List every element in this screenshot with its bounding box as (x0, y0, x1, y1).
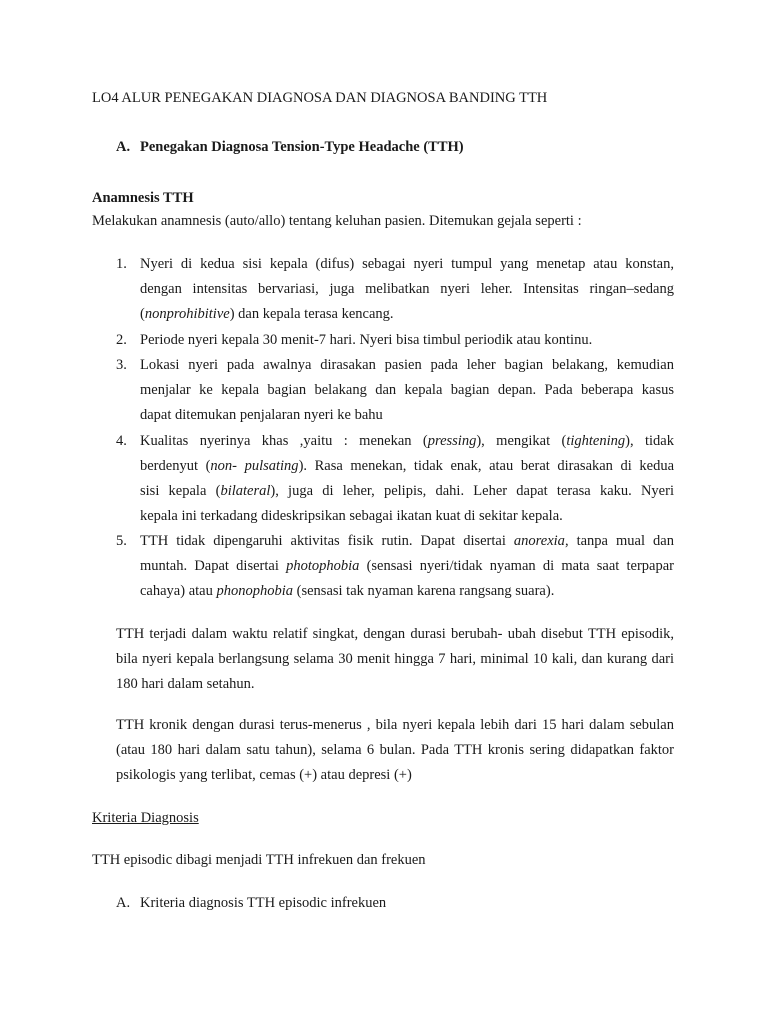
list-item-1-line-2: dengan intensitas bervariasi, juga melibatkan nyeri leher. Intensitas ringan–sedang (140, 281, 674, 297)
list-item-1-line-3: (nonprohibitive) dan kepala terasa kencang. (140, 306, 394, 322)
anamnesis-intro: Melakukan anamnesis (auto/allo) tentang keluhan pasien. Ditemukan gejala seperti : (92, 213, 582, 229)
list-number: 4. (116, 433, 127, 449)
sub-section-title: Kriteria diagnosis TTH episodic infrekuen (140, 895, 387, 911)
list-item-4-line-3: sisi kepala (bilateral), juga di leher, pelipis, dahi. Leher dapat terasa kaku. Nyeri (140, 483, 674, 499)
list-item-5-line-3: cahaya) atau phonophobia (sensasi tak nyaman karena rangsang suara). (140, 583, 555, 599)
list-item-4-line-1: Kualitas nyerinya khas ,yaitu : menekan (pressing), mengikat (tightening), tidak (140, 433, 674, 449)
list-number: 3. (116, 357, 127, 373)
anamnesis-heading: Anamnesis TTH (92, 190, 194, 206)
list-item-3-line-1: Lokasi nyeri pada awalnya dirasakan pasien pada leher bagian belakang, kemudian (140, 357, 674, 373)
section-a-title: Penegakan Diagnosa Tension-Type Headache (TTH) (140, 139, 464, 155)
criteria-intro: TTH episodic dibagi menjadi TTH infrekuen dan frekuen (92, 852, 426, 868)
list-item-3-line-3: dapat ditemukan penjalaran nyeri ke bahu (140, 407, 383, 423)
chronic-paragraph: TTH kronik dengan durasi terus-menerus , bila nyeri kepala lebih dari 15 hari dalam sebulan (atau 180 hari dalam satu tahun), selama 6 bulan. Pada TTH kronis sering didapatkan faktor psikologis yang terlibat, cemas (+) atau depresi (+) (116, 717, 674, 784)
list-item-1-line-1: Nyeri di kedua sisi kepala (difus) sebagai nyeri tumpul yang menetap atau konstan, (140, 256, 674, 272)
list-number: 1. (116, 256, 127, 272)
list-item-5-line-1: TTH tidak dipengaruhi aktivitas fisik rutin. Dapat disertai anorexia, tanpa mual dan (140, 533, 674, 549)
list-number: 2. (116, 332, 127, 348)
sub-section-letter: A. (116, 895, 131, 911)
list-item-4-line-2: berdenyut (non- pulsating). Rasa menekan, tidak enak, atau berat dirasakan di kedua (140, 458, 675, 474)
list-item-4-line-4: kepala ini terkadang dideskripsikan sebagai ikatan kuat di sekitar kepala. (140, 508, 563, 524)
list-number: 5. (116, 533, 127, 549)
list-item-2: Periode nyeri kepala 30 menit-7 hari. Nyeri bisa timbul periodik atau kontinu. (140, 332, 593, 348)
criteria-heading: Kriteria Diagnosis (92, 810, 199, 826)
episodic-paragraph: TTH terjadi dalam waktu relatif singkat, dengan durasi berubah- ubah disebut TTH episodik, bila nyeri kepala berlangsung selama 30 menit hingga 7 hari, minimal 10 kali, dan kurang dari 180 hari dalam setahun. (116, 626, 674, 693)
section-a-letter: A. (116, 139, 131, 155)
list-item-5-line-2: muntah. Dapat disertai photophobia (sensasi nyeri/tidak nyaman di mata saat terpapar (140, 558, 674, 574)
document-title: LO4 ALUR PENEGAKAN DIAGNOSA DAN DIAGNOSA BANDING TTH (92, 90, 548, 106)
list-item-3-line-2: menjalar ke kepala bagian belakang dan kepala bagian depan. Pada beberapa kasus (140, 382, 674, 398)
